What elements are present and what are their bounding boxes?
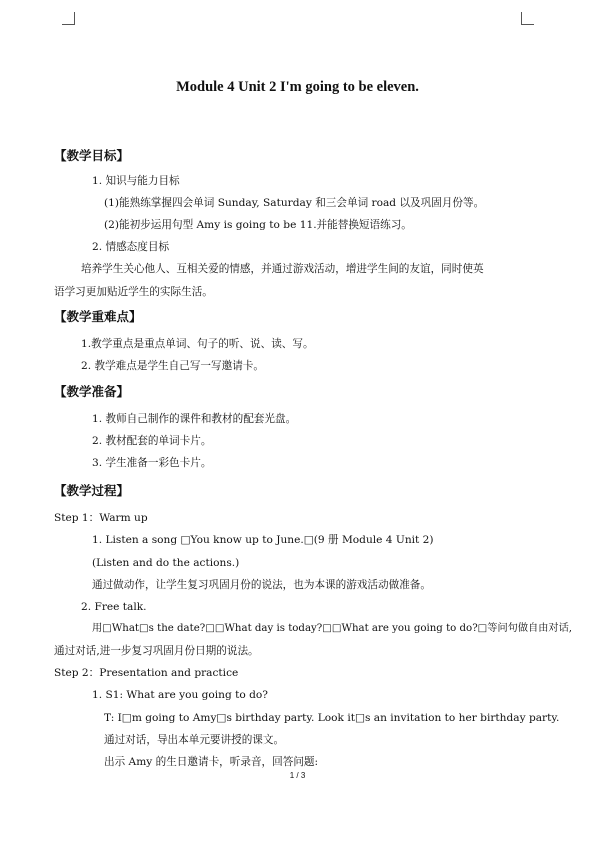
- text-line: T: I□m going to Amy□s birthday party. Look it□s an invitation to her birthday party.: [104, 712, 560, 724]
- section-heading-key-points: 【教学重难点】: [54, 309, 142, 324]
- text-line: 3. 学生准备一彩色卡片。: [92, 457, 212, 469]
- section-heading-objectives: 【教学目标】: [54, 148, 130, 163]
- text-line: 2. 教材配套的单词卡片。: [92, 435, 212, 447]
- text-line: 培养学生关心他人、互相关爱的情感，并通过游戏活动，增进学生间的友谊，同时使英: [81, 263, 484, 275]
- text-line: 1.教学重点是重点单词、句子的听、说、读、写。: [81, 338, 314, 350]
- text-line: 通过对话,进一步复习巩固月份日期的说法。: [54, 645, 259, 657]
- text-line: 通过做动作，让学生复习巩固月份的说法，也为本课的游戏活动做准备。: [92, 579, 431, 591]
- section-heading-process: 【教学过程】: [54, 483, 130, 498]
- text-line: 1. 知识与能力目标: [92, 175, 180, 187]
- text-line: 2. 情感态度目标: [92, 241, 170, 253]
- crop-mark-top-right: [521, 12, 534, 25]
- text-line: (1)能熟练掌握四会单词 Sunday, Saturday 和三会单词 road 以及巩固月份等。: [104, 197, 485, 209]
- text-line: 1. S1: What are you going to do?: [92, 689, 268, 701]
- text-line: 用□What□s the date?□□What day is today?□□What are you going to do?□等问句做自由对话,: [92, 623, 573, 634]
- section-heading-preparation: 【教学准备】: [54, 384, 130, 399]
- text-line: 语学习更加贴近学生的实际生活。: [54, 286, 213, 298]
- text-line: (2)能初步运用句型 Amy is going to be 11.并能替换短语练习。: [104, 219, 412, 231]
- text-line: Step 1：Warm up: [54, 512, 148, 524]
- page-number: 1 / 3: [289, 771, 306, 780]
- text-line: 通过对话，导出本单元要讲授的课文。: [104, 734, 285, 746]
- text-line: 出示 Amy 的生日邀请卡，听录音，回答问题:: [104, 756, 319, 768]
- document-title: Module 4 Unit 2 I'm going to be eleven.: [176, 79, 419, 95]
- crop-mark-top-left: [62, 12, 75, 25]
- text-line: 1. Listen a song □You know up to June.□(9 册 Module 4 Unit 2): [92, 534, 434, 546]
- text-line: 1. 教师自己制作的课件和教材的配套光盘。: [92, 413, 297, 425]
- text-line: (Listen and do the actions.): [92, 557, 240, 569]
- text-line: 2. 教学难点是学生自己写一写邀请卡。: [81, 360, 264, 372]
- text-line: 2. Free talk.: [81, 601, 147, 613]
- text-line: Step 2：Presentation and practice: [54, 667, 239, 679]
